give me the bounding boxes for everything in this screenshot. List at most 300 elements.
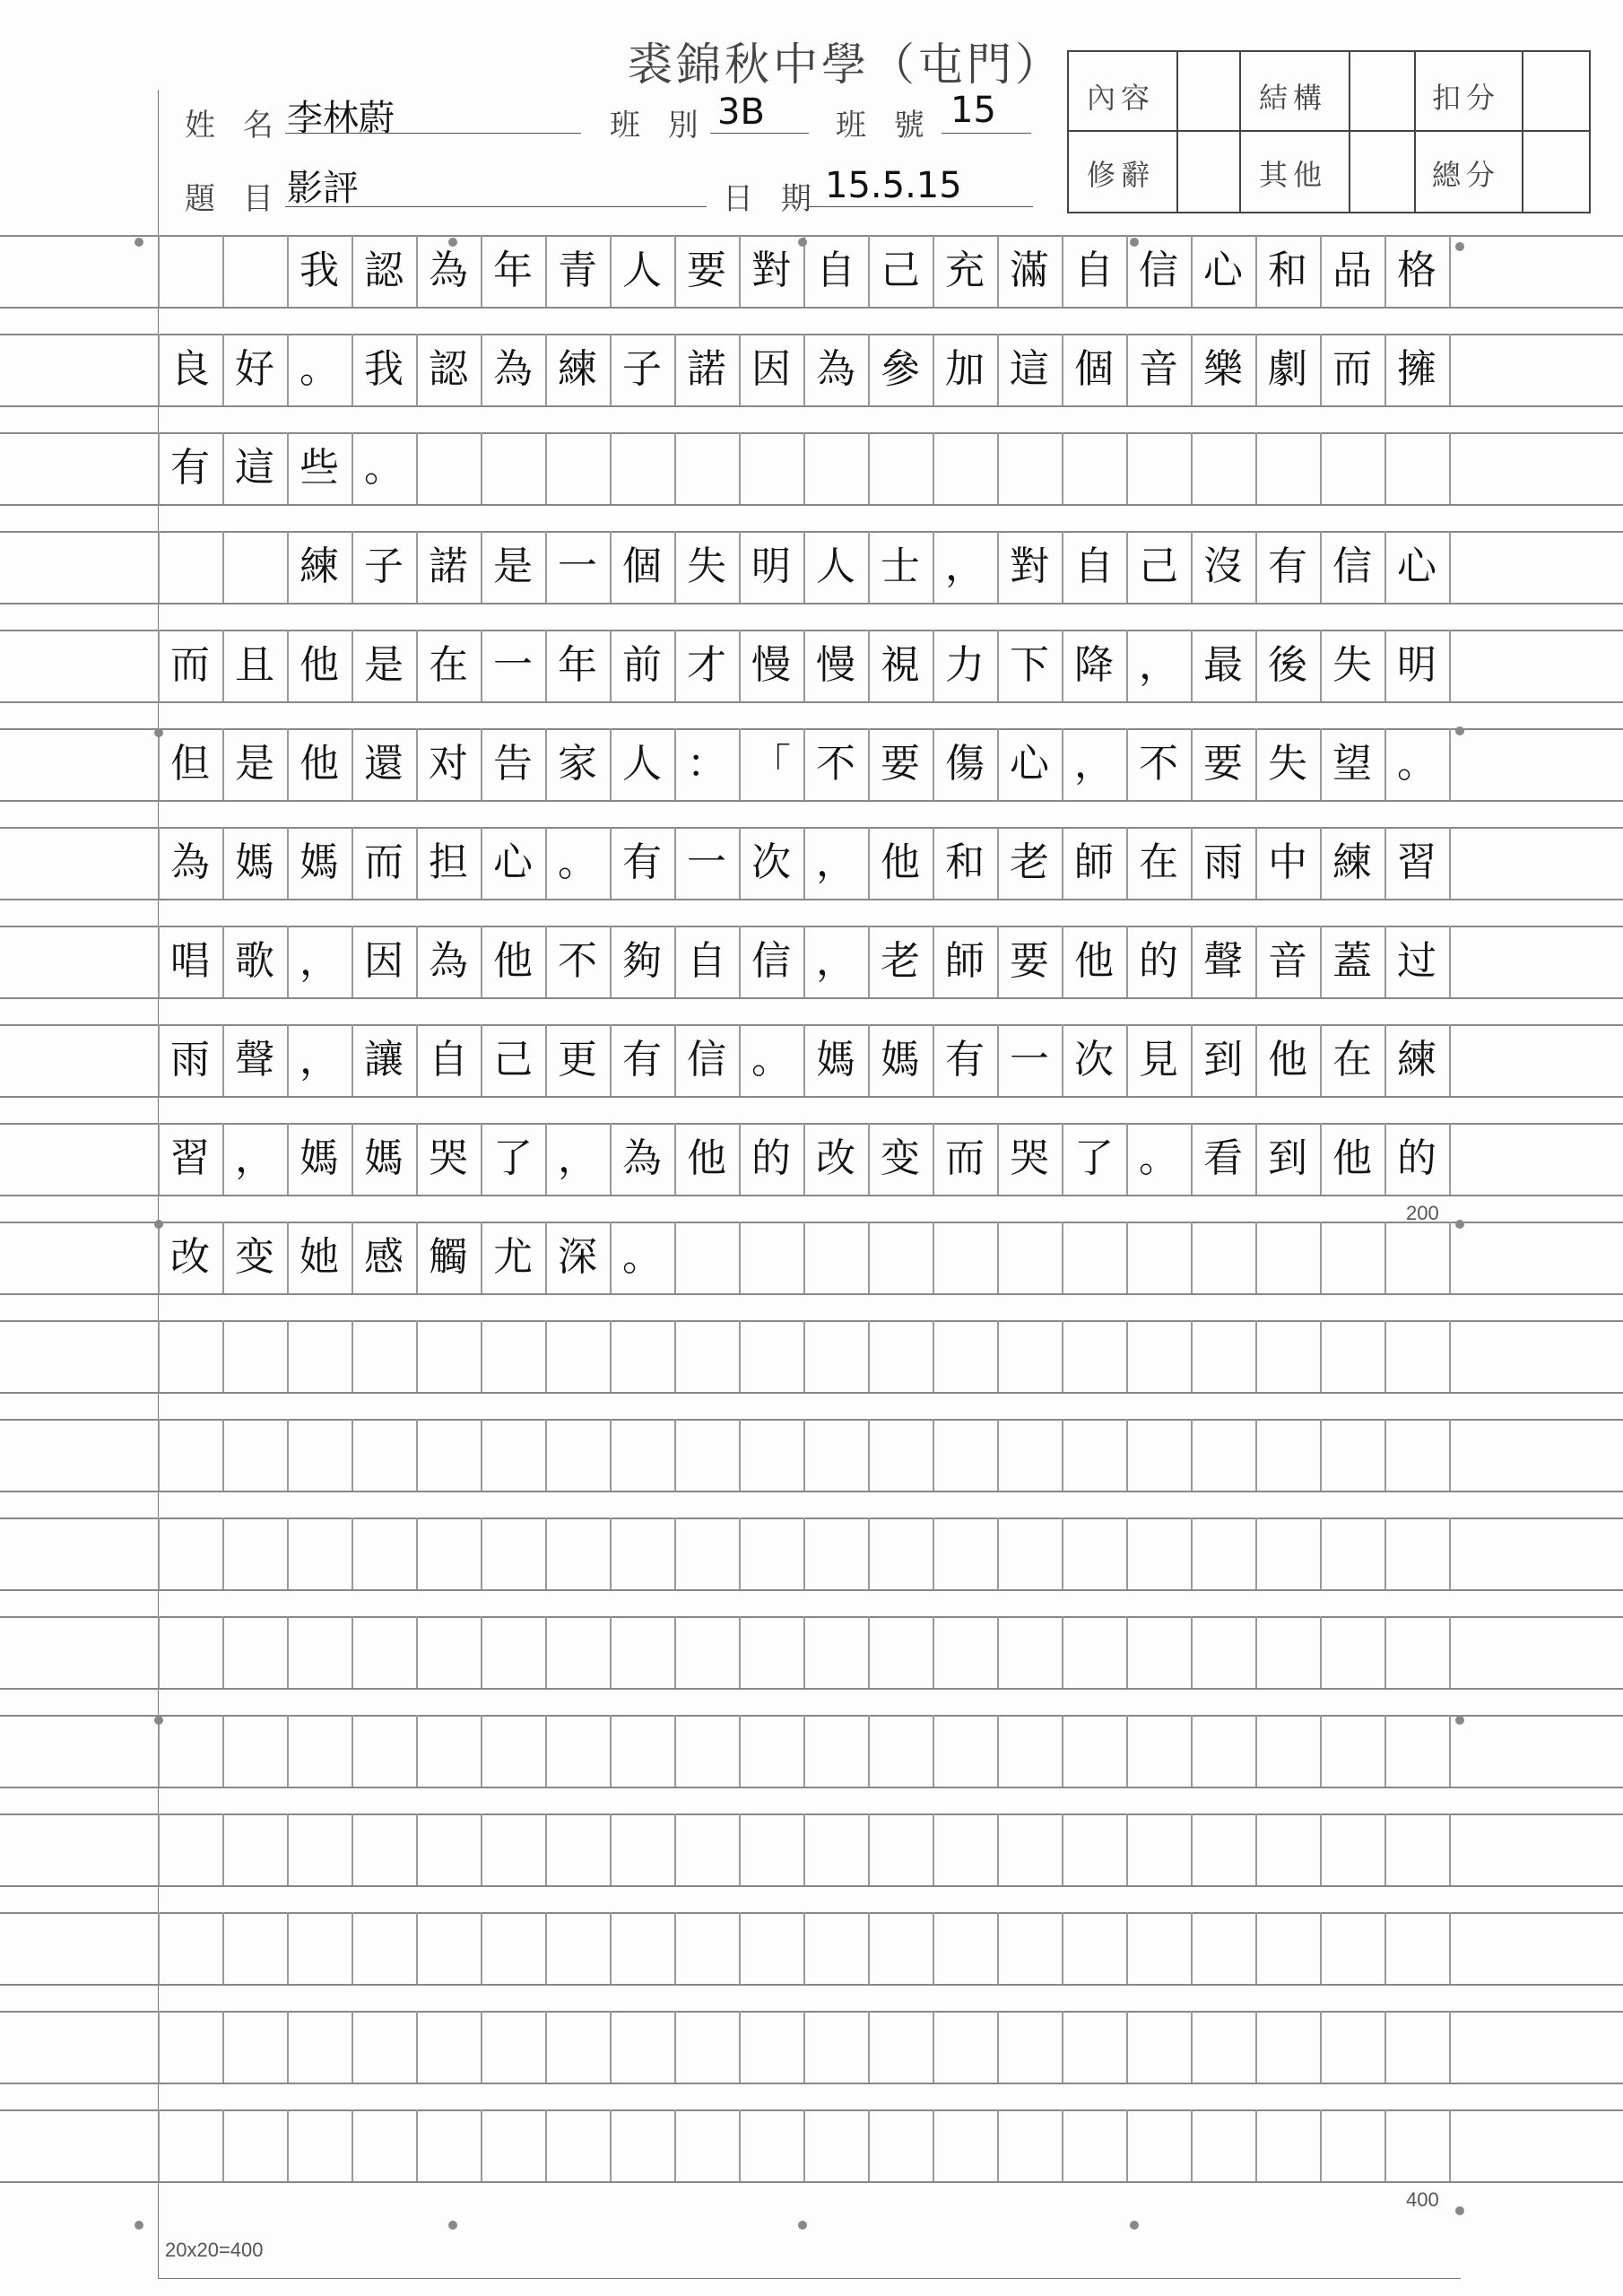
grid-divider xyxy=(158,1616,160,1688)
grid-divider xyxy=(610,1715,612,1787)
grid-divider xyxy=(1255,2011,1257,2083)
essay-char: 明 xyxy=(1397,642,1436,688)
essay-char: 人 xyxy=(816,544,855,589)
grid-rule xyxy=(0,1984,1623,1986)
grid-divider xyxy=(1320,2011,1322,2083)
essay-char: 有 xyxy=(622,839,662,885)
essay-char: 己 xyxy=(493,1037,533,1083)
grid-divider xyxy=(997,1813,999,1885)
essay-char: 我 xyxy=(364,346,404,392)
guide-dot xyxy=(135,2221,143,2230)
essay-char: 要 xyxy=(1203,741,1243,787)
grid-divider xyxy=(1320,1912,1322,1984)
grid-divider xyxy=(416,1518,418,1589)
grid-divider xyxy=(803,1813,805,1885)
grid-divider xyxy=(158,1912,160,1984)
grid-divider xyxy=(674,1320,676,1392)
essay-char: 中 xyxy=(1268,839,1307,885)
name-label: 姓 名 xyxy=(185,108,282,144)
guide-dot xyxy=(1130,2221,1139,2230)
grid-divider xyxy=(1384,1222,1386,1293)
essay-char: 。 xyxy=(558,839,597,885)
essay-char: 不 xyxy=(816,741,855,787)
essay-char: 次 xyxy=(1074,1037,1114,1083)
grid-divider xyxy=(1255,1419,1257,1491)
grid-divider xyxy=(287,1616,289,1688)
topic-value: 影評 xyxy=(287,168,359,209)
grid-rule xyxy=(0,899,1623,900)
grid-divider xyxy=(416,1813,418,1885)
grid-rule xyxy=(0,1813,1623,1815)
essay-char: 個 xyxy=(1074,346,1114,392)
grid-divider xyxy=(1320,1320,1322,1392)
essay-char: 心 xyxy=(1203,248,1243,293)
essay-char: 他 xyxy=(1074,938,1114,984)
grid-divider xyxy=(1062,2109,1063,2181)
grid-divider xyxy=(481,1616,482,1688)
grid-divider xyxy=(1384,2109,1386,2181)
grid-divider xyxy=(1384,2011,1386,2083)
grid-rule xyxy=(0,504,1623,506)
essay-char: ， xyxy=(299,938,339,984)
grid-divider xyxy=(739,1320,741,1392)
essay-char: ， xyxy=(816,839,855,885)
essay-char: 後 xyxy=(1268,642,1307,688)
essay-char: 慢 xyxy=(751,642,791,688)
grid-rule xyxy=(0,1096,1623,1098)
essay-char: 加 xyxy=(945,346,985,392)
grid-divider xyxy=(1062,1518,1063,1589)
grid-rule xyxy=(0,1491,1623,1492)
essay-char: 但 xyxy=(170,741,210,787)
grid-divider xyxy=(1126,1320,1128,1392)
grid-divider xyxy=(868,1715,870,1787)
essay-char: 有 xyxy=(622,1037,662,1083)
grid-divider xyxy=(1255,1222,1257,1293)
grid-divider xyxy=(933,1912,934,1984)
essay-char: 心 xyxy=(1010,741,1049,787)
essay-char: 他 xyxy=(1332,1135,1372,1181)
grid-divider xyxy=(1126,1813,1128,1885)
grid-divider xyxy=(868,432,870,504)
grid-divider xyxy=(803,1222,805,1293)
essay-char: 的 xyxy=(1139,938,1178,984)
grid-divider xyxy=(545,1813,547,1885)
grid-rule xyxy=(0,1688,1623,1690)
essay-char: 有 xyxy=(1268,544,1307,589)
guide-dot xyxy=(154,1716,163,1725)
essay-char: 家 xyxy=(558,741,597,787)
grid-divider xyxy=(1449,926,1451,997)
essay-char: 自 xyxy=(429,1037,468,1083)
essay-char: 習 xyxy=(1397,839,1436,885)
grid-divider xyxy=(739,1715,741,1787)
grid-rule xyxy=(0,1518,1623,1519)
essay-char: 是 xyxy=(493,544,533,589)
grid-rule xyxy=(0,701,1623,703)
essay-char: 在 xyxy=(1139,839,1178,885)
grid-rule xyxy=(0,603,1623,604)
grid-divider xyxy=(416,2109,418,2181)
grid-divider xyxy=(416,1616,418,1688)
grid-divider xyxy=(997,1715,999,1787)
grid-divider xyxy=(1449,1123,1451,1195)
grid-divider xyxy=(222,1320,224,1392)
grid-divider xyxy=(1255,1715,1257,1787)
grid-divider xyxy=(1191,1419,1193,1491)
date-value: 15.5.15 xyxy=(825,165,962,206)
grid-divider xyxy=(933,2011,934,2083)
essay-char: 良 xyxy=(170,346,210,392)
grid-divider xyxy=(997,1912,999,1984)
guide-dot xyxy=(448,2221,457,2230)
grid-divider xyxy=(545,1912,547,1984)
essay-char: 人 xyxy=(622,741,662,787)
grid-divider xyxy=(933,1320,934,1392)
grid-divider xyxy=(997,1419,999,1491)
grid-divider xyxy=(803,1616,805,1688)
grid-divider xyxy=(222,2109,224,2181)
essay-char: 到 xyxy=(1203,1037,1243,1083)
score-label-rhetoric: 修辭 xyxy=(1087,158,1156,192)
essay-char: 他 xyxy=(1268,1037,1307,1083)
guide-dot xyxy=(135,238,143,247)
essay-char: 傷 xyxy=(945,741,985,787)
grid-divider xyxy=(158,1813,160,1885)
grid-rule xyxy=(0,997,1623,999)
grid-divider xyxy=(868,1419,870,1491)
grid-divider xyxy=(1384,1320,1386,1392)
essay-char: 充 xyxy=(945,248,985,293)
grid-divider xyxy=(1126,2011,1128,2083)
grid-divider xyxy=(1255,432,1257,504)
grid-divider xyxy=(803,1715,805,1787)
grid-divider xyxy=(287,1419,289,1491)
guide-dot xyxy=(154,1220,163,1229)
essay-char: 。 xyxy=(622,1234,662,1280)
essay-char: 媽 xyxy=(235,839,274,885)
grid-rule xyxy=(0,1419,1623,1421)
grid-divider xyxy=(868,1912,870,1984)
essay-char: 降 xyxy=(1074,642,1114,688)
essay-char xyxy=(158,531,222,603)
essay-char: 而 xyxy=(170,642,210,688)
grid-divider xyxy=(933,1616,934,1688)
essay-char: 為 xyxy=(622,1135,662,1181)
essay-char: 聲 xyxy=(235,1037,274,1083)
grid-divider xyxy=(674,1222,676,1293)
grid-divider xyxy=(933,1715,934,1787)
grid-divider xyxy=(416,1419,418,1491)
essay-char: 改 xyxy=(816,1135,855,1181)
essay-char: 練 xyxy=(299,544,339,589)
essay-char: 劇 xyxy=(1268,346,1307,392)
guide-dot xyxy=(1455,726,1464,735)
essay-char: 是 xyxy=(235,741,274,787)
grid-divider xyxy=(739,1419,741,1491)
grid-divider xyxy=(1449,1715,1451,1787)
grid-divider xyxy=(674,1912,676,1984)
grid-divider xyxy=(287,1912,289,1984)
grid-divider xyxy=(1062,1813,1063,1885)
grid-divider xyxy=(803,2109,805,2181)
essay-char: 和 xyxy=(1268,248,1307,293)
grid-rule xyxy=(0,1195,1623,1196)
essay-char: 諾 xyxy=(429,544,468,589)
essay-char: 望 xyxy=(1332,741,1372,787)
essay-char: ， xyxy=(558,1135,597,1181)
essay-char: 子 xyxy=(622,346,662,392)
grid-divider xyxy=(674,1419,676,1491)
grid-divider xyxy=(997,2011,999,2083)
essay-char: 他 xyxy=(881,839,920,885)
essay-char: 最 xyxy=(1203,642,1243,688)
grid-divider xyxy=(1191,1813,1193,1885)
grid-divider xyxy=(997,1616,999,1688)
grid-divider xyxy=(739,1518,741,1589)
number-underline xyxy=(942,133,1031,134)
grid-divider xyxy=(1126,1616,1128,1688)
grid-divider xyxy=(610,1518,612,1589)
grid-divider xyxy=(674,432,676,504)
essay-char: 年 xyxy=(493,248,533,293)
essay-char: 見 xyxy=(1139,1037,1178,1083)
grid-divider xyxy=(1384,1813,1386,1885)
grid-divider xyxy=(1384,1715,1386,1787)
essay-char: 媽 xyxy=(364,1135,404,1181)
grid-divider xyxy=(287,2011,289,2083)
grid-divider xyxy=(416,1912,418,1984)
essay-char: 信 xyxy=(1332,544,1372,589)
essay-char: 他 xyxy=(687,1135,726,1181)
essay-char: 習 xyxy=(170,1135,210,1181)
grid-divider xyxy=(1384,1518,1386,1589)
grid-divider xyxy=(1062,2011,1063,2083)
grid-divider xyxy=(222,1912,224,1984)
essay-char: 因 xyxy=(751,346,791,392)
grid-divider xyxy=(1255,1616,1257,1688)
grid-divider xyxy=(545,1616,547,1688)
essay-char: 蓋 xyxy=(1332,938,1372,984)
essay-char: 。 xyxy=(751,1037,791,1083)
grid-divider xyxy=(545,2011,547,2083)
grid-divider xyxy=(933,432,934,504)
guide-dot xyxy=(1455,242,1464,251)
grid-divider xyxy=(610,2011,612,2083)
grid-divider xyxy=(1449,235,1451,307)
grid-divider xyxy=(1320,1813,1322,1885)
essay-char: ， xyxy=(945,544,985,589)
grid-divider xyxy=(803,432,805,504)
essay-char: 青 xyxy=(558,248,597,293)
grid-divider xyxy=(933,1222,934,1293)
grid-divider xyxy=(352,2011,353,2083)
essay-char: 感 xyxy=(364,1234,404,1280)
grid-divider xyxy=(1255,1912,1257,1984)
score-label-content: 內容 xyxy=(1087,81,1156,115)
essay-char: 因 xyxy=(364,938,404,984)
grid-divider xyxy=(739,1912,741,1984)
essay-char: 而 xyxy=(1332,346,1372,392)
grid-divider xyxy=(1191,2109,1193,2181)
essay-char: 的 xyxy=(1397,1135,1436,1181)
grid-rule xyxy=(0,800,1623,802)
grid-rule xyxy=(0,1320,1623,1322)
guide-dot xyxy=(1130,238,1139,247)
essay-char: 己 xyxy=(1139,544,1178,589)
essay-char xyxy=(158,235,222,307)
essay-char: 歌 xyxy=(235,938,274,984)
grid-divider xyxy=(1062,432,1063,504)
grid-divider xyxy=(610,1813,612,1885)
essay-char: 格 xyxy=(1397,248,1436,293)
number-label: 班 號 xyxy=(836,108,933,144)
grid-divider xyxy=(674,1518,676,1589)
grid-divider xyxy=(481,1715,482,1787)
grid-divider xyxy=(352,1320,353,1392)
essay-char: 個 xyxy=(622,544,662,589)
essay-char: 這 xyxy=(1010,346,1049,392)
date-label: 日 期 xyxy=(723,181,820,217)
essay-char: 樂 xyxy=(1203,346,1243,392)
guide-dot xyxy=(154,728,163,737)
essay-char: 好 xyxy=(235,346,274,392)
essay-char: 他 xyxy=(493,938,533,984)
essay-char: 些 xyxy=(299,445,339,491)
essay-char: 信 xyxy=(1139,248,1178,293)
guide-dot xyxy=(1455,1716,1464,1725)
grid-divider xyxy=(739,1616,741,1688)
grid-divider xyxy=(1062,1320,1063,1392)
grid-divider xyxy=(158,1419,160,1491)
essay-char: 。 xyxy=(299,346,339,392)
essay-char: 師 xyxy=(945,938,985,984)
essay-char: ， xyxy=(235,1135,274,1181)
name-underline xyxy=(285,133,581,134)
guide-dot xyxy=(1455,1220,1464,1229)
grid-divider xyxy=(803,1320,805,1392)
grid-divider xyxy=(610,1320,612,1392)
grid-divider xyxy=(1126,1518,1128,1589)
grid-divider xyxy=(610,1912,612,1984)
grid-divider xyxy=(1255,1813,1257,1885)
grid-divider xyxy=(1449,827,1451,899)
grid-divider xyxy=(868,1518,870,1589)
grid-divider xyxy=(352,2109,353,2181)
essay-char: 對 xyxy=(1010,544,1049,589)
grid-divider xyxy=(610,432,612,504)
grid-divider xyxy=(803,1912,805,1984)
grid-divider xyxy=(674,2011,676,2083)
essay-char: 雨 xyxy=(1203,839,1243,885)
grid-divider xyxy=(674,1715,676,1787)
essay-char: 媽 xyxy=(299,839,339,885)
essay-char: ， xyxy=(299,1037,339,1083)
essay-char: 自 xyxy=(1074,544,1114,589)
essay-char: 參 xyxy=(881,346,920,392)
essay-char xyxy=(222,235,287,307)
essay-char: 下 xyxy=(1010,642,1049,688)
grid-rule xyxy=(0,1787,1623,1788)
grid-divider xyxy=(1191,2011,1193,2083)
grid-divider xyxy=(868,2011,870,2083)
grid-divider xyxy=(674,1813,676,1885)
grid-divider xyxy=(1449,2109,1451,2181)
essay-char: 為 xyxy=(816,346,855,392)
essay-char: 失 xyxy=(1268,741,1307,787)
grid-divider xyxy=(1384,1419,1386,1491)
essay-char: 改 xyxy=(170,1234,210,1280)
grid-rule xyxy=(0,1589,1623,1591)
grid-divider xyxy=(1384,432,1386,504)
essay-char: 变 xyxy=(881,1135,920,1181)
grid-divider xyxy=(352,1715,353,1787)
essay-char: 唱 xyxy=(170,938,210,984)
essay-char: 心 xyxy=(1397,544,1436,589)
grid-divider xyxy=(933,1419,934,1491)
grid-divider xyxy=(481,1813,482,1885)
essay-char: 告 xyxy=(493,741,533,787)
grid-divider xyxy=(674,1616,676,1688)
grid-divider xyxy=(1255,1320,1257,1392)
score-table xyxy=(1067,50,1591,213)
grid-divider xyxy=(1449,1320,1451,1392)
grid-divider xyxy=(1191,1518,1193,1589)
essay-char: 雨 xyxy=(170,1037,210,1083)
grid-divider xyxy=(287,2109,289,2181)
guide-dot xyxy=(798,238,807,247)
essay-char: 士 xyxy=(881,544,920,589)
grid-divider xyxy=(1191,1616,1193,1688)
grid-divider xyxy=(868,1320,870,1392)
score-label-structure: 結構 xyxy=(1259,81,1328,115)
essay-char: 哭 xyxy=(1010,1135,1049,1181)
essay-char: 力 xyxy=(945,642,985,688)
grid-rule xyxy=(0,2181,1623,2183)
essay-char: 担 xyxy=(429,839,468,885)
grid-divider xyxy=(1449,1222,1451,1293)
essay-char: 自 xyxy=(687,938,726,984)
essay-char: 。 xyxy=(1397,741,1436,787)
essay-char: 要 xyxy=(881,741,920,787)
essay-char: 心 xyxy=(493,839,533,885)
grid-rule xyxy=(0,2011,1623,2013)
grid-divider xyxy=(222,1518,224,1589)
grid-divider xyxy=(739,2109,741,2181)
essay-char: 諾 xyxy=(687,346,726,392)
essay-char: ， xyxy=(816,938,855,984)
grid-divider xyxy=(803,1419,805,1491)
grid-divider xyxy=(158,1715,160,1787)
class-underline xyxy=(710,133,809,134)
grid-divider xyxy=(1320,1419,1322,1491)
counter-400: 400 xyxy=(1406,2188,1439,2211)
guide-dot xyxy=(448,238,457,247)
grid-divider xyxy=(481,2109,482,2181)
essay-char: 失 xyxy=(687,544,726,589)
grid-divider xyxy=(1126,1222,1128,1293)
essay-char: 媽 xyxy=(299,1135,339,1181)
essay-char: 為 xyxy=(429,938,468,984)
grid-divider xyxy=(416,1715,418,1787)
grid-rule xyxy=(0,1293,1623,1295)
grid-divider xyxy=(287,1813,289,1885)
grid-divider xyxy=(868,1616,870,1688)
essay-char: 年 xyxy=(558,642,597,688)
grid-divider xyxy=(1062,1419,1063,1491)
grid-divider xyxy=(481,1518,482,1589)
grid-divider xyxy=(352,1912,353,1984)
